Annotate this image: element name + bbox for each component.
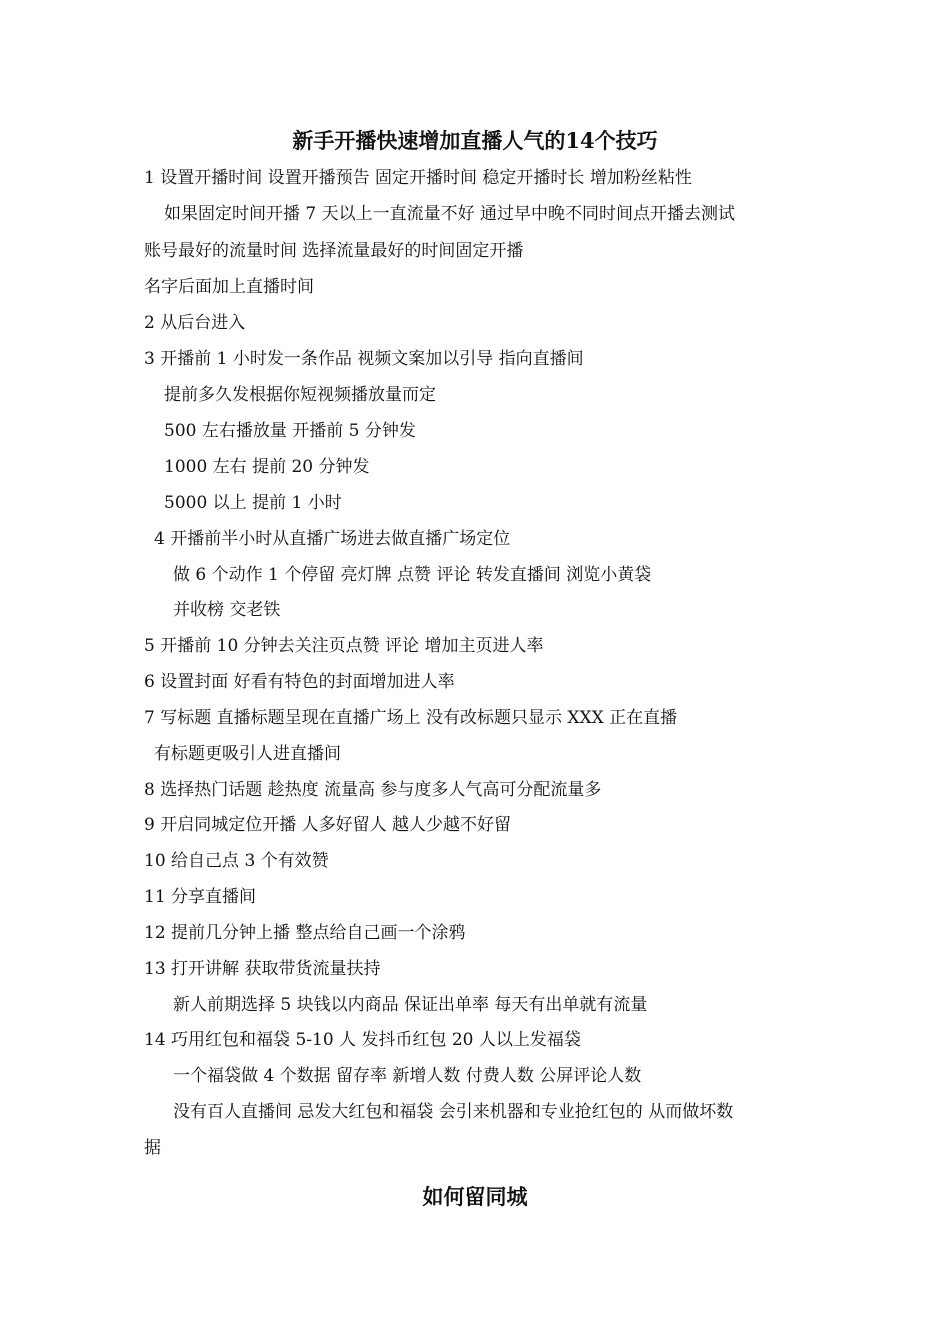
text-line: 5 开播前 10 分钟去关注页点赞 评论 增加主页进人率 [144, 636, 544, 656]
text-line: 做 6 个动作 1 个停留 亮灯牌 点赞 评论 转发直播间 浏览小黄袋 [173, 565, 652, 585]
document-title: 新手开播快速增加直播人气的14个技巧 [292, 128, 658, 153]
text-line: 3 开播前 1 小时发一条作品 视频文案加以引导 指向直播间 [144, 349, 584, 369]
text-line: 12 提前几分钟上播 整点给自己画一个涂鸦 [144, 923, 466, 943]
text-line: 如果固定时间开播 7 天以上一直流量不好 通过早中晚不同时间点开播去测试 [164, 204, 736, 224]
text-line: 据 [144, 1138, 161, 1158]
text-line: 7 写标题 直播标题呈现在直播广场上 没有改标题只显示 XXX 正在直播 [144, 708, 678, 728]
text-line: 500 左右播放量 开播前 5 分钟发 [164, 421, 416, 441]
text-line: 提前多久发根据你短视频播放量而定 [164, 385, 436, 405]
text-line: 13 打开讲解 获取带货流量扶持 [144, 959, 381, 979]
text-line: 新人前期选择 5 块钱以内商品 保证出单率 每天有出单就有流量 [173, 995, 648, 1015]
text-line: 14 巧用红包和福袋 5-10 人 发抖币红包 20 人以上发福袋 [144, 1030, 581, 1050]
text-line: 11 分享直播间 [144, 887, 257, 907]
text-line: 10 给自己点 3 个有效赞 [144, 851, 329, 871]
text-line: 名字后面加上直播时间 [144, 277, 314, 297]
text-line: 一个福袋做 4 个数据 留存率 新增人数 付费人数 公屏评论人数 [173, 1066, 642, 1086]
text-line: 2 从后台进入 [144, 313, 246, 333]
text-line: 有标题更吸引人进直播间 [154, 744, 341, 764]
text-line: 6 设置封面 好看有特色的封面增加进人率 [144, 672, 455, 692]
text-line: 账号最好的流量时间 选择流量最好的时间固定开播 [144, 241, 524, 261]
section-title: 如何留同城 [422, 1184, 528, 1209]
text-line: 并收榜 交老铁 [173, 600, 281, 620]
text-line: 9 开启同城定位开播 人多好留人 越人少越不好留 [144, 815, 512, 835]
text-line: 4 开播前半小时从直播广场进去做直播广场定位 [154, 529, 511, 549]
text-line: 1000 左右 提前 20 分钟发 [164, 457, 370, 477]
text-line: 没有百人直播间 忌发大红包和福袋 会引来机器和专业抢红包的 从而做坏数 [173, 1102, 734, 1122]
text-line: 5000 以上 提前 1 小时 [164, 493, 342, 513]
text-line: 8 选择热门话题 趁热度 流量高 参与度多人气高可分配流量多 [144, 780, 602, 800]
text-line: 1 设置开播时间 设置开播预告 固定开播时间 稳定开播时长 增加粉丝粘性 [144, 168, 692, 188]
